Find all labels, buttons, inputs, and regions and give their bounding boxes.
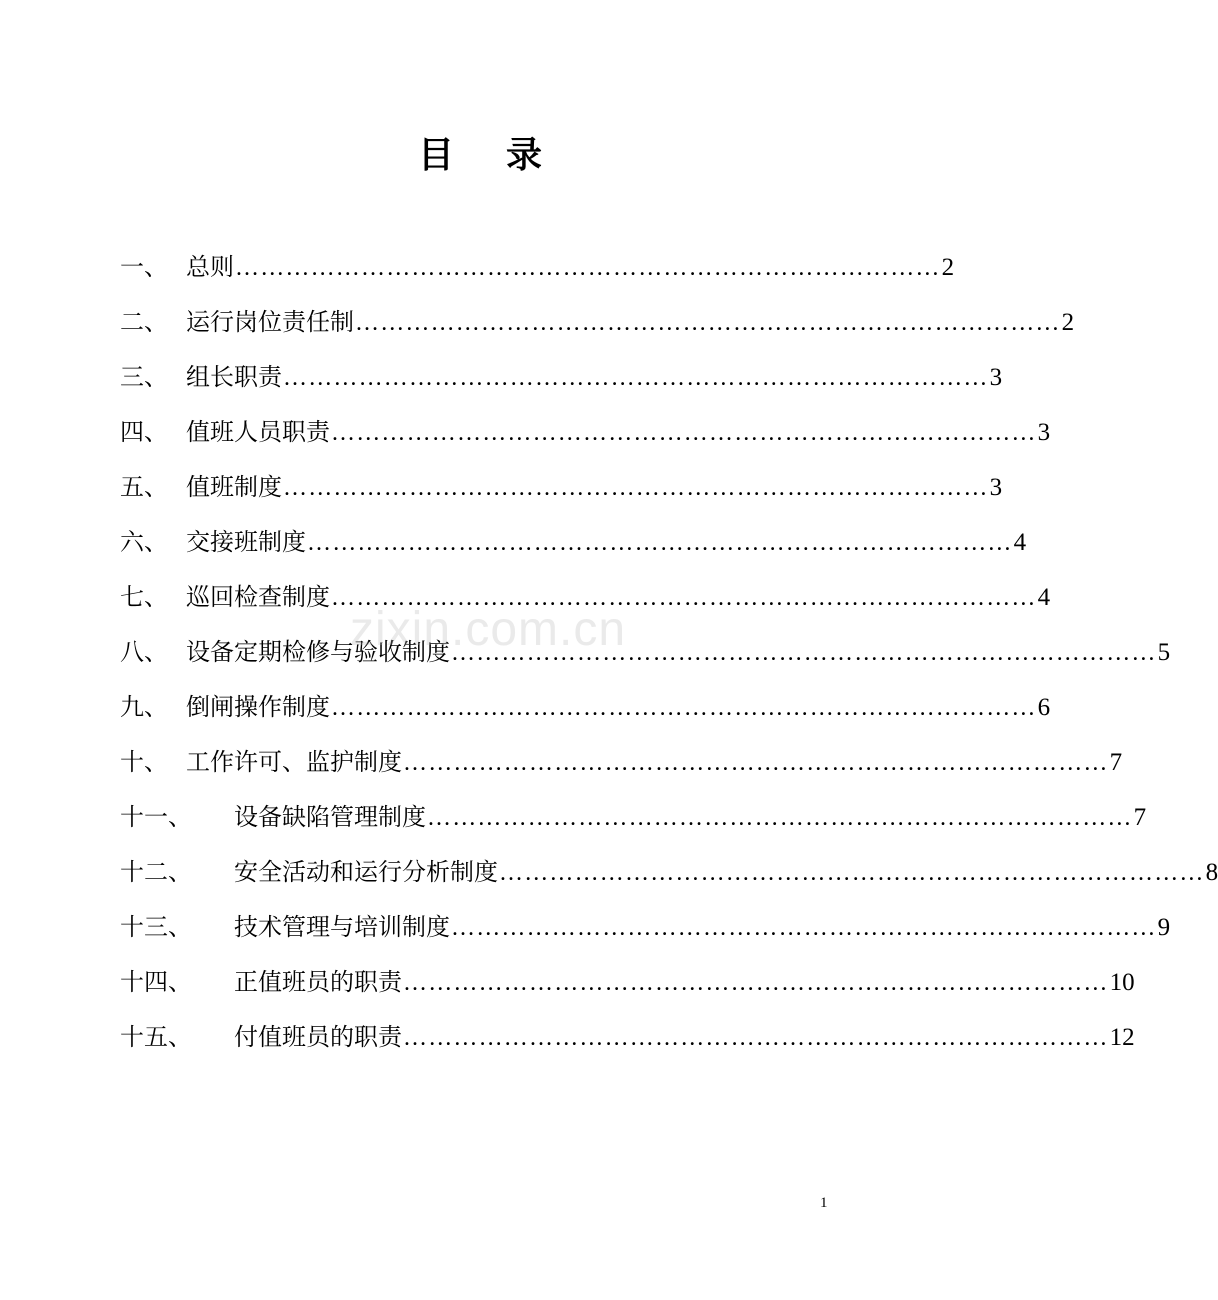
toc-leader-dots: ………………………………………………………………………… (331, 695, 1037, 721)
toc-leader-dots: ………………………………………………………………………… (403, 970, 1109, 996)
toc-entry-number: 十二、 (120, 858, 192, 886)
toc-entry-number: 六、 (120, 528, 168, 556)
toc-entry[interactable] (120, 469, 1003, 505)
toc-leader-dots: ………………………………………………………………………… (331, 420, 1037, 446)
toc-entry-page: 4 (1037, 584, 1051, 611)
toc-entry[interactable] (120, 249, 955, 285)
toc-leader-dots: ………………………………………………………………………… (283, 365, 989, 391)
toc-entry-page: 2 (941, 254, 955, 281)
toc-entry[interactable] (120, 634, 1171, 670)
toc-entry-title: 安全活动和运行分析制度 (234, 858, 498, 886)
toc-entry-title: 技术管理与培训制度 (234, 913, 450, 941)
toc-entry-page: 3 (1037, 419, 1051, 446)
toc-entry-page: 5 (1157, 639, 1171, 666)
toc-entry-title: 运行岗位责任制 (186, 308, 354, 336)
title-char: 目 (417, 134, 454, 176)
toc-entry-page: 9 (1157, 914, 1171, 941)
toc-entry-page: 8 (1205, 859, 1218, 886)
page-title (0, 131, 960, 179)
toc-entry[interactable] (120, 579, 1051, 615)
toc-leader-dots: ………………………………………………………………………… (235, 255, 941, 281)
toc-leader-dots: ………………………………………………………………………… (451, 915, 1157, 941)
toc-entry-number: 二、 (120, 308, 168, 336)
toc-entry-number: 九、 (120, 693, 168, 721)
toc-entry-number: 八、 (120, 638, 168, 666)
toc-entry-page: 3 (989, 474, 1003, 501)
toc-entry[interactable] (120, 414, 1051, 450)
toc-leader-dots: ………………………………………………………………………… (427, 805, 1133, 831)
toc-entry-title: 总则 (186, 253, 234, 281)
toc-entry-title: 付值班员的职责 (234, 1023, 402, 1051)
title-char: 录 (506, 134, 543, 176)
toc-entry-number: 三、 (120, 363, 168, 391)
toc-entry[interactable] (120, 854, 1218, 890)
toc-entry-title: 正值班员的职责 (234, 968, 402, 996)
toc-entry[interactable] (120, 689, 1051, 725)
toc-entry-page: 3 (989, 364, 1003, 391)
toc-leader-dots: ………………………………………………………………………… (451, 640, 1157, 666)
toc-leader-dots: ………………………………………………………………………… (283, 475, 989, 501)
toc-entry-title: 值班人员职责 (186, 418, 330, 446)
toc-entry[interactable] (120, 744, 1123, 780)
toc-entry-title: 设备定期检修与验收制度 (186, 638, 450, 666)
page-number: 1 (820, 1195, 828, 1211)
toc-entry-number: 十三、 (120, 913, 192, 941)
toc-entry-page: 6 (1037, 694, 1051, 721)
toc-leader-dots: ………………………………………………………………………… (355, 310, 1061, 336)
toc-entry-page: 12 (1109, 1024, 1135, 1051)
toc-entry[interactable] (120, 799, 1147, 835)
toc-entry-number: 十四、 (120, 968, 192, 996)
toc-entry[interactable] (120, 524, 1027, 560)
toc-entry[interactable] (120, 909, 1171, 945)
toc-entry-title: 巡回检查制度 (186, 583, 330, 611)
toc-entry-number: 一、 (120, 253, 168, 281)
toc-entry-title: 值班制度 (186, 473, 282, 501)
toc-entry-title: 设备缺陷管理制度 (234, 803, 426, 831)
toc-leader-dots: ………………………………………………………………………… (499, 860, 1205, 886)
toc-entry-page: 10 (1109, 969, 1135, 996)
toc-leader-dots: ………………………………………………………………………… (307, 530, 1013, 556)
toc-entry-number: 十一、 (120, 803, 192, 831)
toc-entry-title: 工作许可、监护制度 (186, 748, 402, 776)
toc-leader-dots: ………………………………………………………………………… (403, 1025, 1109, 1051)
toc-entry[interactable] (120, 964, 1135, 1000)
toc-entry-page: 7 (1133, 804, 1147, 831)
toc-entry-title: 组长职责 (186, 363, 282, 391)
toc-entry-title: 交接班制度 (186, 528, 306, 556)
watermark: zixin.com.cn (350, 603, 627, 656)
toc-entry-page: 2 (1061, 309, 1075, 336)
toc-entry[interactable] (120, 359, 1003, 395)
toc-entry-number: 十五、 (120, 1023, 192, 1051)
toc-entry-number: 四、 (120, 418, 168, 446)
toc-entry[interactable] (120, 304, 1075, 340)
toc-entry-number: 七、 (120, 583, 168, 611)
toc-entry-number: 五、 (120, 473, 168, 501)
toc-entry-title: 倒闸操作制度 (186, 693, 330, 721)
toc-entry-page: 7 (1109, 749, 1123, 776)
toc-entry-number: 十、 (120, 748, 168, 776)
toc-leader-dots: ………………………………………………………………………… (331, 585, 1037, 611)
toc-leader-dots: ………………………………………………………………………… (403, 750, 1109, 776)
toc-entry[interactable] (120, 1019, 1135, 1055)
toc-entry-page: 4 (1013, 529, 1027, 556)
